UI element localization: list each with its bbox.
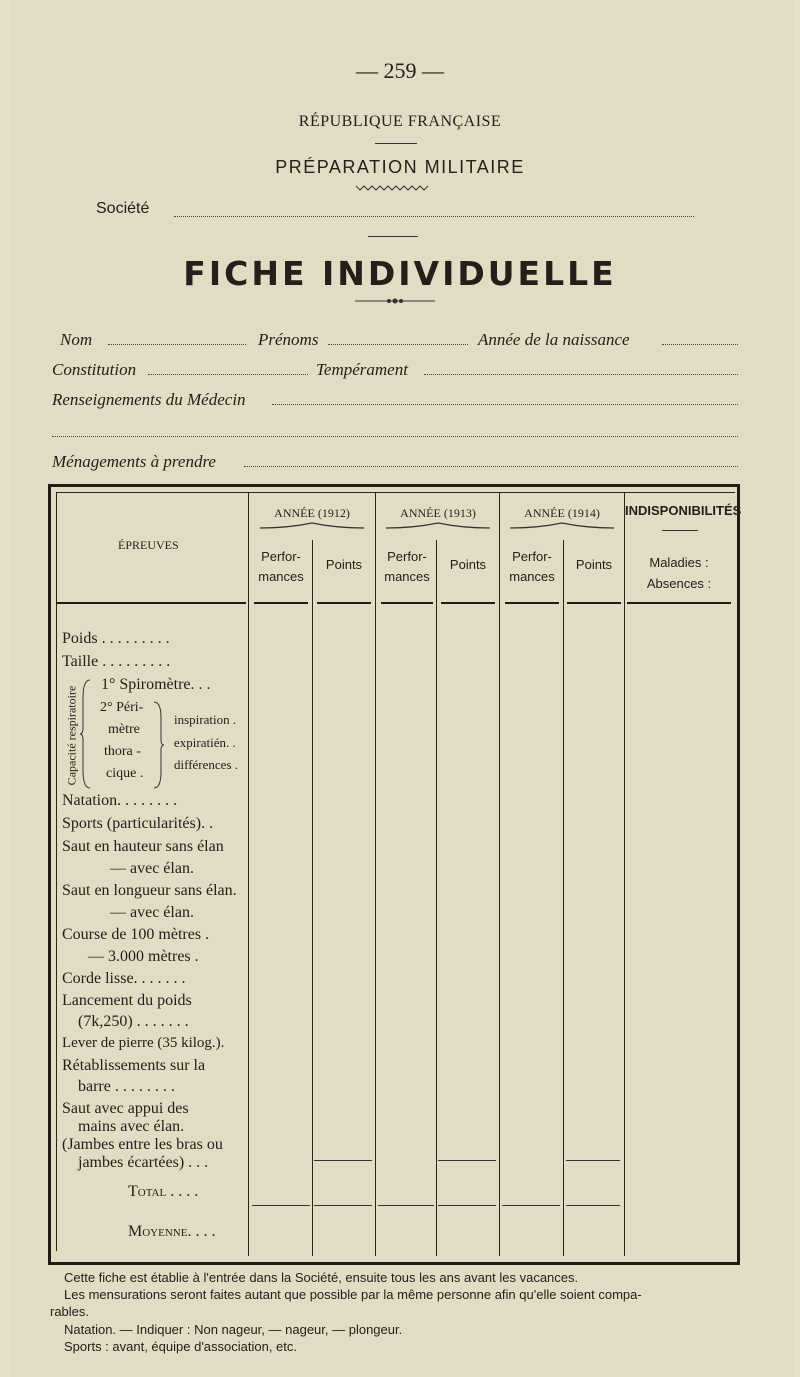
header-rule [254, 602, 308, 604]
row-poids: Poids . . . . . . . . . [62, 630, 170, 647]
row-lancement-2: (7k,250) . . . . . . . [78, 1013, 189, 1030]
capacite-label: Capacité respiratoire [64, 685, 79, 786]
total-line [314, 1160, 372, 1161]
renseignements-label: Renseignements du Médecin [52, 390, 246, 409]
prenoms-label: Prénoms [258, 330, 319, 349]
header-rule [317, 602, 371, 604]
header-rule [567, 602, 621, 604]
total-line [438, 1160, 496, 1161]
row-expiration: expiratién. . [174, 735, 236, 750]
row-taille: Taille . . . . . . . . . [62, 653, 171, 670]
page-title: FICHE INDIVIDUELLE [183, 254, 617, 293]
preparation-heading: PRÉPARATION MILITAIRE [275, 157, 525, 177]
year-header-1913: ANNÉE (1913) [400, 506, 476, 520]
row-saut-appui-1: Saut avec appui des [62, 1100, 189, 1117]
row-saut-hauteur-sans: Saut en hauteur sans élan [62, 838, 224, 855]
row-perimetre-b: mètre [108, 722, 140, 737]
header-rule [56, 602, 246, 604]
row-saut-appui-3: (Jambes entre les bras ou [62, 1136, 223, 1153]
divider [662, 530, 698, 531]
year-header-1912: ANNÉE (1912) [274, 506, 350, 520]
row-retab-1: Rétablissements sur la [62, 1057, 206, 1074]
row-perimetre-a: 2° Péri- [100, 700, 144, 715]
row-lancement-1: Lancement du poids [62, 992, 192, 1009]
row-natation: Natation. . . . . . . . [62, 792, 178, 809]
annee-naissance-label: Année de la naissance [478, 330, 630, 349]
renseignements-field-2[interactable] [52, 436, 738, 437]
total-line [566, 1160, 620, 1161]
column-divider [312, 540, 313, 1256]
moyenne-line [252, 1205, 310, 1206]
brace-ornament [258, 522, 366, 530]
footer-note-5: Sports : avant, équipe d'association, etc. [64, 1339, 298, 1354]
annee-naissance-field[interactable] [662, 344, 738, 345]
footer-note-1: Cette fiche est établie à l'entrée dans la Société, ensuite tous les ans avant les vacances. [64, 1270, 579, 1285]
right-brace [152, 700, 164, 790]
row-perimetre-d: cique . [106, 766, 144, 781]
footer-note-2: Les mensurations seront faites autant que possible par la même personne afin qu'elle soient compa- [64, 1287, 642, 1302]
year-header-1914: ANNÉE (1914) [524, 506, 600, 520]
footer-note-4: Natation. — Indiquer : Non nageur, — nageur, — plongeur. [64, 1322, 403, 1337]
wavy-ornament [356, 185, 430, 191]
moyenne-line [438, 1205, 496, 1206]
indisponibilites-header: INDISPONIBILITÉS [625, 503, 742, 518]
header-rule [381, 602, 433, 604]
column-divider [375, 492, 376, 1256]
temperament-field[interactable] [424, 374, 738, 375]
row-sports: Sports (particularités). . [62, 815, 214, 832]
moyenne-line [502, 1205, 560, 1206]
column-divider [248, 492, 249, 1256]
row-saut-appui-2: mains avec élan. [78, 1118, 185, 1135]
epreuves-header: ÉPREUVES [118, 538, 179, 552]
column-divider [624, 492, 625, 1256]
header-rule [441, 602, 495, 604]
row-spirometre: 1° Spiromètre. . . [101, 676, 211, 693]
points-header-1912: Points [325, 557, 363, 572]
constitution-field[interactable] [148, 374, 308, 375]
societe-label: Société [96, 200, 150, 217]
maladies-label: Maladies : [649, 555, 709, 570]
nom-field[interactable] [108, 344, 246, 345]
row-saut-longueur-sans: Saut en longueur sans élan. [62, 882, 237, 899]
moyenne-line [378, 1205, 434, 1206]
column-divider [499, 492, 500, 1256]
constitution-label: Constitution [52, 360, 137, 379]
performances-header-1912: Perfor- mances [258, 549, 304, 584]
row-inspiration: inspiration . [174, 712, 237, 727]
row-lever: Lever de pierre (35 kilog.). [62, 1035, 225, 1051]
temperament-label: Tempérament [316, 360, 408, 379]
left-brace [80, 678, 92, 790]
divider [375, 143, 417, 144]
performances-header-1913: Perfor- mances [384, 549, 430, 584]
row-saut-appui-4: jambes écartées) . . . [78, 1154, 209, 1171]
absences-label: Absences : [646, 576, 712, 591]
row-total: Total . . . . [128, 1183, 199, 1200]
prenoms-field[interactable] [328, 344, 468, 345]
row-retab-2: barre . . . . . . . . [78, 1078, 175, 1095]
nom-label: Nom [60, 330, 93, 349]
menagements-label: Ménagements à prendre [52, 452, 216, 471]
brace-ornament [508, 522, 616, 530]
title-ornament [355, 296, 435, 306]
moyenne-line [314, 1205, 372, 1206]
row-saut-hauteur-avec: — avec élan. [110, 860, 194, 877]
row-differences: différences . [174, 757, 239, 772]
points-header-1914: Points [575, 557, 613, 572]
points-header-1913: Points [449, 557, 487, 572]
page-number: — 259 — [356, 58, 444, 83]
performances-header-1914: Perfor- mances [509, 549, 555, 584]
row-corde: Corde lisse. . . . . . . [62, 970, 186, 987]
brace-ornament [384, 522, 492, 530]
divider [368, 236, 418, 237]
row-saut-longueur-avec: — avec élan. [110, 904, 194, 921]
footer-note-3: rables. [50, 1304, 90, 1319]
header-rule [627, 602, 731, 604]
republic-heading: RÉPUBLIQUE FRANÇAISE [298, 113, 502, 130]
capacite-label-wrap [64, 680, 80, 790]
row-course-100: Course de 100 mètres . [62, 926, 210, 943]
row-moyenne: Moyenne. . . . [128, 1223, 216, 1240]
column-divider [563, 540, 564, 1256]
societe-field[interactable] [174, 216, 694, 217]
header-rule [505, 602, 559, 604]
renseignements-field[interactable] [272, 404, 738, 405]
column-divider [436, 540, 437, 1256]
menagements-field[interactable] [244, 466, 738, 467]
moyenne-line [566, 1205, 620, 1206]
row-perimetre-c: thora - [104, 744, 141, 759]
row-course-3000: — 3.000 mètres . [88, 948, 199, 965]
